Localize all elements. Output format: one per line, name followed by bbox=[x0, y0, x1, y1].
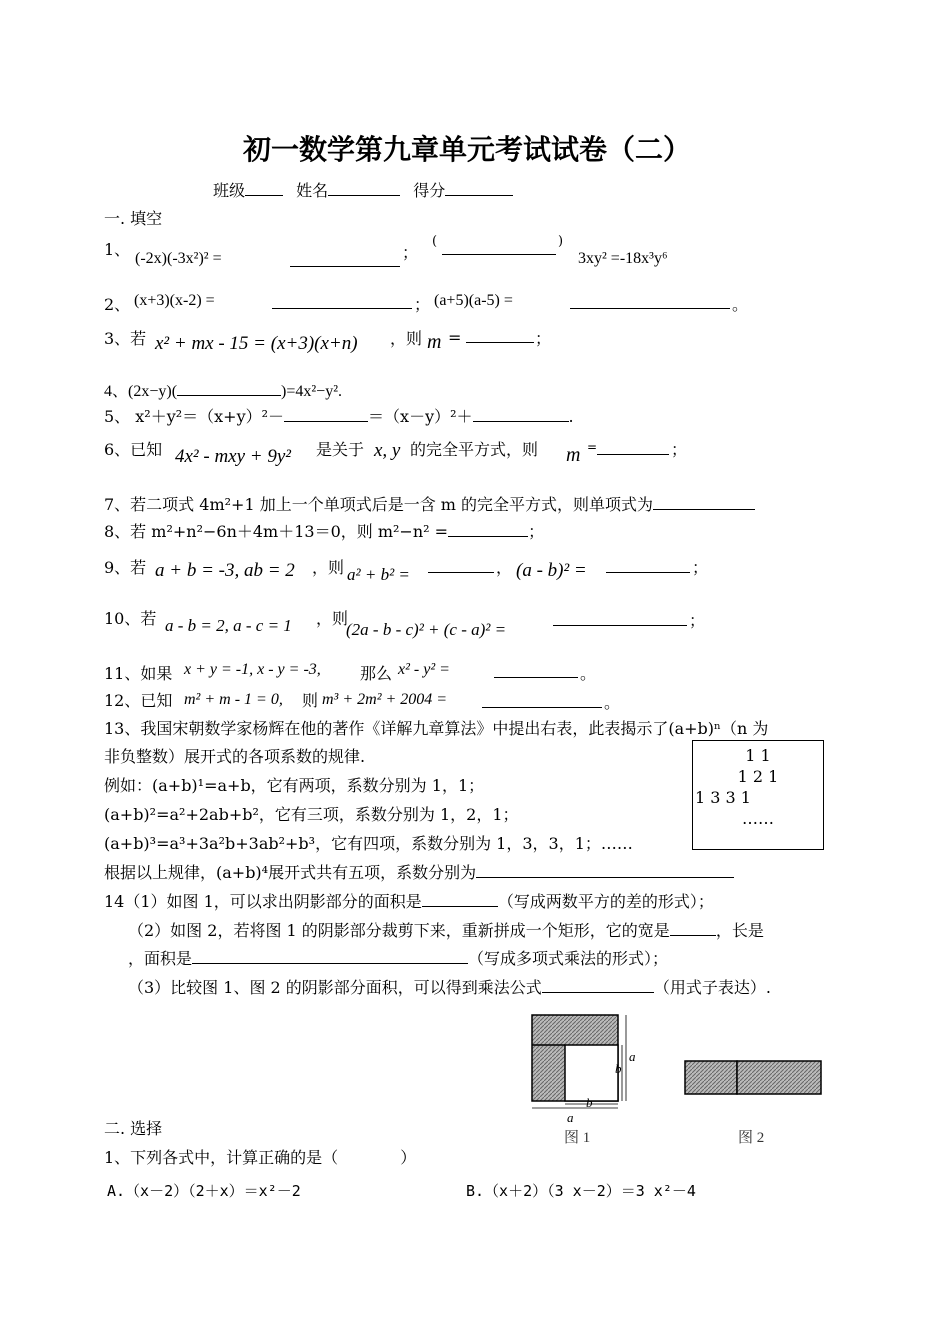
mc1-stem-line bbox=[104, 1145, 416, 1168]
q12-num: 12、已知 bbox=[104, 691, 173, 710]
q2-num: 2、 bbox=[104, 295, 131, 314]
q6-mid: 是关于 bbox=[316, 440, 365, 459]
q3-end: ； bbox=[535, 329, 552, 348]
class-blank[interactable] bbox=[245, 181, 283, 196]
name-label: 姓名 bbox=[296, 181, 329, 200]
q14-blank-4[interactable] bbox=[542, 978, 654, 993]
q10-blank[interactable] bbox=[553, 611, 687, 626]
section2-heading: 二. 选择 bbox=[104, 1119, 163, 1138]
q11-expr: x + y = -1, x - y = -3, bbox=[184, 661, 321, 678]
fig1-inner-square bbox=[565, 1045, 618, 1101]
q9-mid: ，则 bbox=[312, 558, 345, 577]
q3-eq: = bbox=[448, 328, 462, 347]
q14-blank-1[interactable] bbox=[422, 892, 498, 907]
score-blank[interactable] bbox=[445, 181, 513, 196]
q6-vars: x, y bbox=[374, 440, 401, 461]
q1-num: 1、 bbox=[104, 240, 131, 259]
mc1-option-a[interactable]: A.（x－2）（2＋x）＝x²－2 bbox=[107, 1182, 301, 1200]
q9-blank-2[interactable] bbox=[606, 558, 690, 573]
q12-blank[interactable] bbox=[482, 693, 602, 708]
fig1-label-b-h: b bbox=[586, 1095, 593, 1110]
q2-expr-a: (x+3)(x-2) = bbox=[134, 292, 215, 309]
figure-2 bbox=[685, 1061, 821, 1145]
q14-line1b: （写成两数平方的差的形式）； bbox=[497, 892, 714, 911]
q14-blank-2[interactable] bbox=[670, 921, 716, 936]
q5-end: . bbox=[568, 407, 574, 426]
q14-line3b: （写成多项式乘法的形式）； bbox=[468, 949, 669, 968]
q5-blank-2[interactable] bbox=[473, 407, 569, 422]
fig1-label-b-v: b bbox=[615, 1061, 622, 1076]
q12-expr-b: m³ + 2m² + 2004 = bbox=[322, 691, 448, 708]
q11-end: 。 bbox=[580, 664, 597, 683]
q4-paren-l: ( bbox=[171, 383, 178, 400]
q2-sep: ； bbox=[414, 295, 431, 314]
q1-expr-b: 3xy² =-18x³y⁶ bbox=[578, 250, 668, 267]
score-label: 得分 bbox=[413, 181, 446, 200]
triangle-row-3: 1 3 3 1 bbox=[695, 788, 751, 807]
mc1-stem: 1、下列各式中，计算正确的是（ bbox=[104, 1148, 339, 1167]
q9-blank-1[interactable] bbox=[428, 558, 494, 573]
section-heading: 一. 填空 bbox=[104, 209, 163, 228]
q6-mid2: 的完全平方式，则 bbox=[410, 440, 539, 459]
class-label: 班级 bbox=[213, 181, 246, 200]
q6-blank[interactable] bbox=[597, 440, 669, 455]
triangle-row-2: 1 2 1 bbox=[737, 767, 779, 786]
q14-blank-3[interactable] bbox=[192, 949, 468, 964]
q9-comma: ， bbox=[496, 558, 513, 577]
q14-line3a: ，面积是 bbox=[128, 949, 193, 968]
mc1-option-b[interactable]: B.（x＋2）（3 x－2）＝3 x²－4 bbox=[466, 1182, 696, 1200]
q14-line4a: （3）比较图 1、图 2 的阴影部分面积，可以得到乘法公式 bbox=[128, 978, 542, 997]
q14-line3 bbox=[128, 946, 668, 969]
q1-expr-a: (-2x)(-3x²)² = bbox=[135, 250, 222, 267]
q14-line2 bbox=[128, 918, 764, 941]
q10-end: ； bbox=[689, 611, 706, 630]
q1-sep: ； bbox=[402, 243, 419, 262]
q2-expr-b: (a+5)(a-5) = bbox=[434, 292, 513, 309]
q11-num: 11、如果 bbox=[104, 664, 173, 683]
q8-end: ； bbox=[528, 522, 545, 541]
q3-var: m bbox=[427, 331, 442, 353]
q13-blank[interactable] bbox=[476, 863, 734, 878]
q14-line4b: （用式子表达）. bbox=[653, 978, 771, 997]
q13-line2: 非负整数）展开式的各项系数的规律. bbox=[104, 747, 366, 766]
q14-line1a: 14（1）如图 1，可以求出阴影部分的面积是 bbox=[104, 892, 422, 911]
q11-expr-b: x² - y² = bbox=[398, 661, 450, 678]
triangle-row-4: …… bbox=[742, 809, 774, 828]
q13-line4: (a+b)²=a²+2ab+b²，它有三项，系数分别为 1，2，1； bbox=[104, 805, 519, 824]
q7-blank[interactable] bbox=[653, 495, 755, 510]
q14-line2a: （2）如图 2，若将图 1 的阴影部分裁剪下来，重新拼成一个矩形，它的宽是 bbox=[128, 921, 670, 940]
q6-expr: 4x² - mxy + 9y² bbox=[175, 446, 291, 467]
q9-expr: a + b = -3, ab = 2 bbox=[155, 560, 295, 581]
q9-end: ； bbox=[692, 558, 709, 577]
q4-text-a: 4、(2x−y) bbox=[104, 383, 172, 400]
fig1-label-a-v: a bbox=[629, 1049, 636, 1064]
q1-paren-l: ( bbox=[432, 234, 438, 249]
q5-blank-1[interactable] bbox=[284, 407, 368, 422]
q14-line2b: ，长是 bbox=[715, 921, 764, 940]
q2-blank-1[interactable] bbox=[272, 294, 412, 309]
q3-num: 3、若 bbox=[104, 329, 147, 348]
fig1-caption: 图 1 bbox=[564, 1130, 591, 1145]
q2-blank-2[interactable] bbox=[570, 294, 730, 309]
fig1-label-a-h: a bbox=[567, 1110, 574, 1125]
q5-text-a: 5、 x²＋y²＝（x+y）²－ bbox=[104, 407, 285, 426]
q8-blank[interactable] bbox=[448, 522, 528, 537]
q2-end: 。 bbox=[732, 295, 749, 314]
q12-expr: m² + m - 1 = 0, bbox=[184, 691, 283, 708]
q12-mid: 则 bbox=[302, 691, 319, 710]
header-fields bbox=[213, 178, 513, 201]
q11-blank[interactable] bbox=[494, 663, 578, 678]
q9-num: 9、若 bbox=[104, 558, 147, 577]
fig2-right-rect bbox=[737, 1061, 821, 1094]
q3-blank[interactable] bbox=[466, 328, 534, 343]
q1-paren-r: ) bbox=[558, 234, 564, 249]
q13-line3: 例如：(a+b)¹=a+b，它有两项，系数分别为 1，1； bbox=[104, 776, 485, 795]
name-blank[interactable] bbox=[328, 181, 400, 196]
yanghui-triangle bbox=[692, 740, 824, 850]
q8-text: 8、若 m²+n²−6n＋4m＋13＝0，则 m²−n² = bbox=[104, 522, 449, 541]
q9-expr-b: a² + b² = bbox=[347, 565, 410, 584]
q6-end: ； bbox=[671, 440, 688, 459]
q11-mid: 那么 bbox=[360, 664, 393, 683]
q3-mid: ，则 bbox=[390, 329, 423, 348]
q10-mid: ，则 bbox=[316, 609, 349, 628]
q10-num: 10、若 bbox=[104, 609, 157, 628]
figures bbox=[520, 1005, 840, 1145]
q9-expr-c: (a - b)² = bbox=[516, 560, 587, 581]
q13-line5: (a+b)³=a³+3a²b+3ab²+b³，它有四项，系数分别为 1，3，3，1；…… bbox=[104, 834, 633, 853]
fig2-left-rect bbox=[685, 1061, 737, 1094]
q7-line bbox=[104, 492, 755, 515]
q10-expr: a - b = 2, a - c = 1 bbox=[165, 616, 292, 635]
q4-paren-r: ) bbox=[281, 383, 287, 400]
figure-1 bbox=[532, 1015, 636, 1145]
q3-expr: x² + mx - 15 = (x+3)(x+n) bbox=[155, 333, 358, 354]
q13-line1: 13、我国宋朝数学家杨辉在他的著作《详解九章算法》中提出右表，此表揭示了(a+b)ⁿ（n 为 bbox=[104, 719, 769, 738]
q5-line bbox=[104, 404, 574, 427]
q7-text: 7、若二项式 4m²+1 加上一个单项式后是一含 m 的完全平方式，则单项式为 bbox=[104, 495, 654, 514]
q13-line6-text: 根据以上规律，(a+b)⁴展开式共有五项，系数分别为 bbox=[104, 863, 477, 882]
q4-text-b: =4x²−y². bbox=[286, 383, 342, 400]
q14-line4 bbox=[128, 975, 771, 998]
q1-blank-1[interactable] bbox=[290, 252, 400, 267]
q4-blank[interactable] bbox=[177, 381, 281, 396]
triangle-row-1: 1 1 bbox=[745, 746, 771, 765]
mc1-stem-end: ） bbox=[400, 1148, 417, 1167]
q10-expr-b: (2a - b - c)² + (c - a)² = bbox=[346, 620, 507, 639]
q14-line1 bbox=[104, 889, 714, 912]
q13-line6 bbox=[104, 860, 734, 883]
q4-line bbox=[104, 378, 342, 401]
q6-eq: = bbox=[587, 440, 598, 454]
q6-var: m bbox=[566, 444, 581, 466]
page-title: 初一数学第九章单元考试试卷（二） bbox=[243, 133, 692, 166]
q8-line bbox=[104, 519, 544, 542]
q6-num: 6、已知 bbox=[104, 440, 163, 459]
q1-blank-2[interactable] bbox=[442, 240, 556, 255]
q12-end: 。 bbox=[604, 693, 621, 712]
fig2-caption: 图 2 bbox=[738, 1130, 765, 1145]
q5-text-b: ＝（x－y）²＋ bbox=[368, 407, 473, 426]
